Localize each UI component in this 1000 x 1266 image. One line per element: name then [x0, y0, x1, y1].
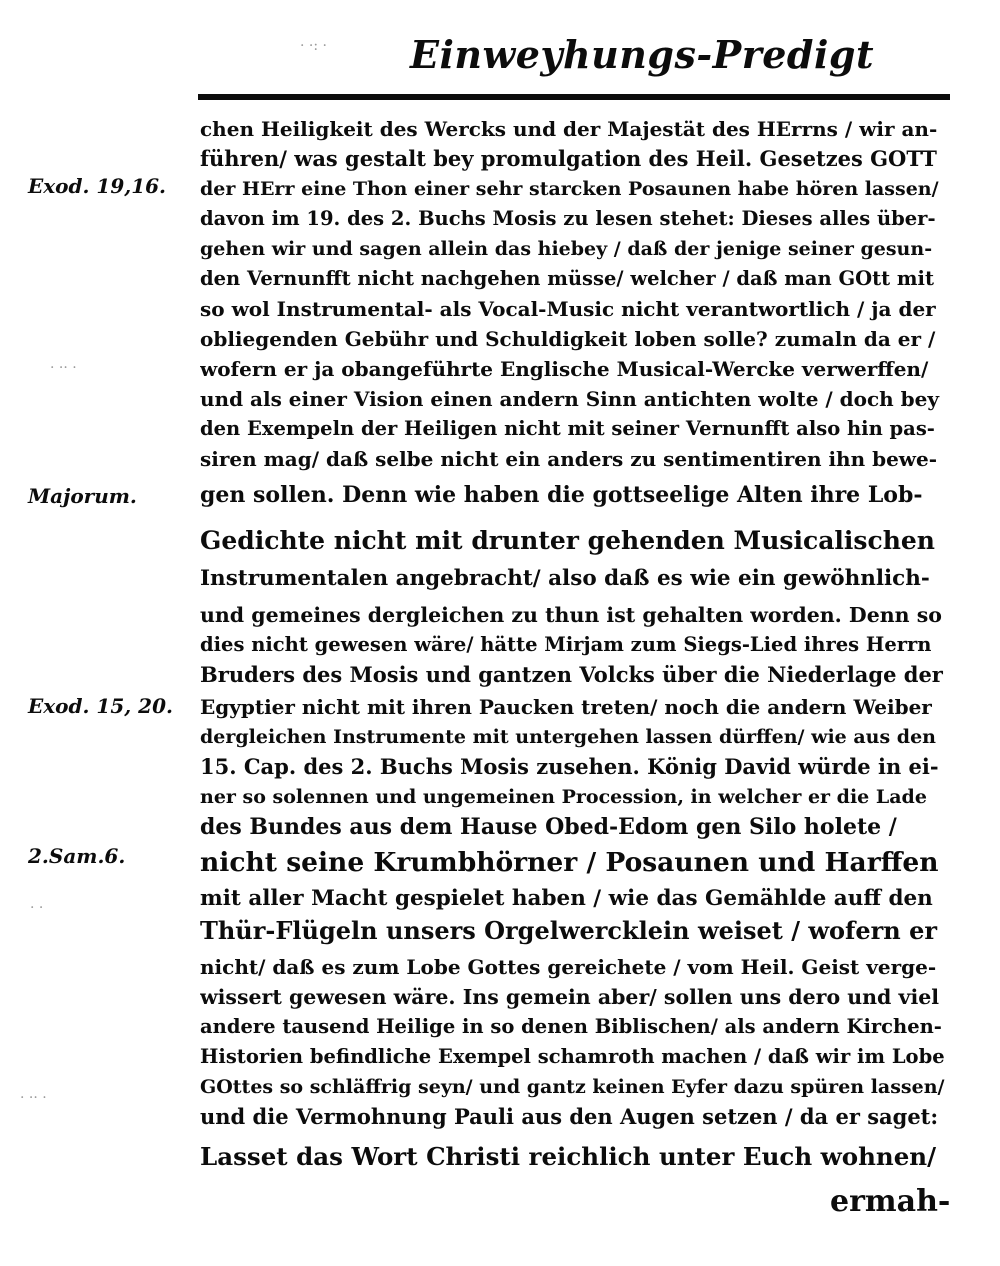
text-line: so wol Instrumental- als Vocal-Music nicht verantwortlich / ja der [200, 297, 936, 321]
text-line: davon im 19. des 2. Buchs Mosis zu lesen stehet: Dieses alles über- [200, 207, 936, 230]
text-line: gehen wir und sagen allein das hiebey / daß der jenige seiner gesun- [200, 238, 933, 260]
text-line: andere tausend Heilige in so denen Biblischen/ als andern Kirchen- [200, 1015, 942, 1038]
text-line: dies nicht gewesen wäre/ hätte Mirjam zum Siegs-Lied ihres Herrn [200, 633, 932, 656]
text-line-large: Thür-Flügeln unsers Orgelwercklein weiset / wofern er [200, 916, 937, 945]
margin-note-exod-19: Exod. 19,16. [28, 174, 167, 198]
text-line: und die Vermohnung Pauli aus den Augen setzen / da er saget: [200, 1104, 939, 1129]
text-line: 15. Cap. des 2. Buchs Mosis zusehen. König David würde in ei- [200, 754, 939, 779]
text-line: gen sollen. Denn wie haben die gottseelige Alten ihre Lob- [200, 482, 923, 508]
text-line: der HErr eine Thon einer sehr starcken Posaunen habe hören lassen/ [200, 178, 939, 200]
text-line: Egyptier nicht mit ihren Paucken treten/ noch die andern Weiber [200, 695, 932, 719]
margin-note-2-sam: 2.Sam.6. [28, 844, 126, 868]
text-line: Historien befindliche Exempel schamroth machen / daß wir im Lobe [200, 1045, 945, 1068]
text-line: wofern er ja obangeführte Englische Musical-Wercke verwerffen/ [200, 357, 929, 381]
margin-note-exod-15: Exod. 15, 20. [28, 694, 173, 718]
text-line: nicht/ daß es zum Lobe Gottes gereichete / vom Heil. Geist verge- [200, 955, 937, 979]
text-line: wissert gewesen wäre. Ins gemein aber/ sollen uns dero und viel [200, 985, 940, 1009]
margin-note-majorum: Majorum. [28, 484, 137, 508]
text-line: des Bundes aus dem Hause Obed-Edom gen Silo holete / [200, 814, 897, 840]
header-rule [198, 94, 950, 100]
text-line: den Exempeln der Heiligen nicht mit seiner Vernunfft also hin pas- [200, 417, 935, 440]
text-line: siren mag/ daß selbe nicht ein anders zu sentimentiren ihn bewe- [200, 447, 938, 471]
text-line-large: Lasset das Wort Christi reichlich unter Euch wohnen/ [200, 1142, 937, 1171]
text-line: und gemeines dergleichen zu thun ist gehalten worden. Denn so [200, 603, 942, 627]
catchword: ermah- [830, 1184, 951, 1219]
text-line: und als einer Vision einen andern Sinn antichten wolte / doch bey [200, 387, 939, 411]
text-line: Bruders des Mosis und gantzen Volcks über die Niederlage der [200, 662, 943, 687]
text-line: mit aller Macht gespielet haben / wie das Gemählde auff den [200, 886, 933, 911]
text-line: chen Heiligkeit des Wercks und der Majestät des HErrns / wir an- [200, 117, 938, 141]
text-line: dergleichen Instrumente mit untergehen lassen dürffen/ wie aus den [200, 726, 936, 748]
running-header: Einweyhungs-Predigt [410, 32, 875, 77]
text-line: führen/ was gestalt bey promulgation des Heil. Gesetzes GOTT [200, 146, 937, 171]
text-line-large: Gedichte nicht mit drunter gehenden Musicalischen [200, 526, 935, 555]
text-line: GOttes so schläffrig seyn/ und gantz keinen Eyfer dazu spüren lassen/ [200, 1076, 945, 1098]
text-line-large: Instrumentalen angebracht/ also daß es wie ein gewöhnlich- [200, 566, 930, 591]
text-line: obliegenden Gebühr und Schuldigkeit loben solle? zumaln da er / [200, 327, 936, 351]
text-line: ner so solennen und ungemeinen Procession, in welcher er die Lade [200, 786, 927, 808]
text-line-large: nicht seine Krumbhörner / Posaunen und Harffen [200, 847, 939, 878]
text-line: den Vernunfft nicht nachgehen müsse/ welcher / daß man GOtt mit [200, 267, 934, 290]
